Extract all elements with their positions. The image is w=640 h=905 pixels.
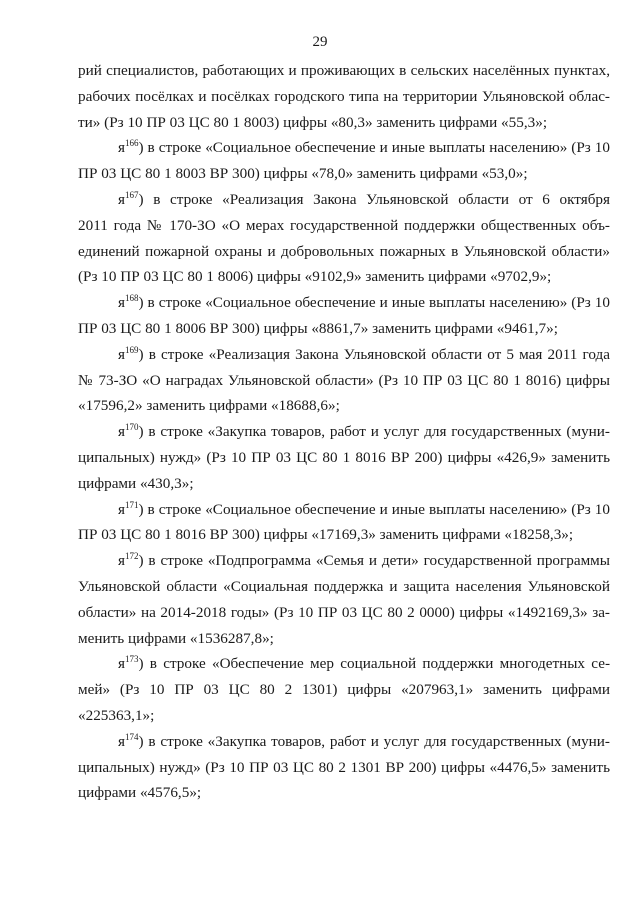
list-number-superscript: 173 [125,654,139,665]
line-text: менить цифрами «1536287,8»; [78,629,274,647]
line-text: цифрами «4576,5»; [78,784,202,802]
line-text: ) в строке «Закупка товаров, работ и услуг для государственных (муни- [138,732,610,750]
line-text: единений пожарной охраны и добровольных пожарных в Ульяновской области» [78,242,610,260]
line-text: Ульяновской области «Социальная поддержка и защита населения Ульяновской [78,577,610,595]
line-text: ПР 03 ЦС 80 1 8006 ВР 300) цифры «8861,7» заменить цифрами «9461,7»; [78,319,558,337]
line-text: ) в строке «Обеспечение мер социальной поддержки многодетных се- [138,655,610,673]
list-letter: я [118,552,125,570]
list-letter: я [118,294,125,312]
line-text: (Рз 10 ПР 03 ЦС 80 1 8006) цифры «9102,9» заменить цифрами «9702,9»; [78,268,552,286]
text-line [78,58,610,84]
line-text: ПР 03 ЦС 80 1 8016 ВР 300) цифры «17169,3» заменить цифрами «18258,3»; [78,526,574,544]
line-text: ) в строке «Реализация Закона Ульяновской области от 5 мая 2011 года [138,345,610,363]
list-number-superscript: 168 [125,293,139,304]
text-line [78,548,610,574]
line-text: ципальных) нужд» (Рз 10 ПР 03 ЦС 80 1 8016 ВР 200) цифры «426,9» заменить [78,448,610,466]
paragraph [78,135,610,187]
list-letter: я [118,500,125,518]
line-text: ципальных) нужд» (Рз 10 ПР 03 ЦС 80 2 1301 ВР 200) цифры «4476,5» заменить [78,758,610,776]
list-number-superscript: 167 [125,189,139,200]
text-line [78,419,610,445]
page-number: 29 [312,34,328,50]
list-letter: я [118,423,125,441]
list-letter: я [118,190,125,208]
paragraph [78,497,610,549]
text-line [78,84,610,110]
text-line [78,393,610,419]
text-line [78,135,610,161]
paragraph [78,290,610,342]
text-line [78,290,610,316]
body-text [78,58,610,806]
list-number-superscript: 171 [125,499,139,510]
list-number-superscript: 166 [125,138,139,149]
text-line [78,213,610,239]
text-line [78,677,610,703]
line-text: области» на 2014-2018 годы» (Рз 10 ПР 03 ЦС 80 2 0000) цифры «1492169,3» за- [78,603,610,621]
line-text: ПР 03 ЦС 80 1 8003 ВР 300) цифры «78,0» заменить цифрами «53,0»; [78,165,528,183]
text-line [78,497,610,523]
list-letter: я [118,732,125,750]
text-line [78,342,610,368]
text-line [78,651,610,677]
line-text: ) в строке «Социальное обеспечение и иные выплаты населению» (Рз 10 [138,294,610,312]
text-line [78,626,610,652]
text-line [78,187,610,213]
paragraph [78,729,610,806]
paragraph [78,651,610,728]
text-line [78,264,610,290]
text-line [78,703,610,729]
text-line [78,522,610,548]
text-line [78,574,610,600]
list-number-superscript: 169 [125,344,139,355]
text-line [78,729,610,755]
line-text: 2011 года № 170-ЗО «О мерах государственной поддержки общественных объ- [78,216,610,234]
list-letter: я [118,345,125,363]
line-text: мей» (Рз 10 ПР 03 ЦС 80 2 1301) цифры «207963,1» заменить цифрами [78,681,610,699]
paragraph [78,342,610,419]
text-line [78,445,610,471]
text-line [78,316,610,342]
line-text: ) в строке «Социальное обеспечение и иные выплаты населению» (Рз 10 [138,139,610,157]
line-text: «17596,2» заменить цифрами «18688,6»; [78,397,340,415]
text-line [78,110,610,136]
text-line [78,368,610,394]
text-line [78,161,610,187]
line-text: № 73-ЗО «О наградах Ульяновской области» (Рз 10 ПР 03 ЦС 80 1 8016) цифры [78,371,610,389]
line-text: ти» (Рз 10 ПР 03 ЦС 80 1 8003) цифры «80,3» заменить цифрами «55,3»; [78,113,548,131]
text-line [78,780,610,806]
paragraph [78,419,610,496]
line-text: рий специалистов, работающих и проживающих в сельских населённых пунктах, [78,62,610,79]
line-text: «225363,1»; [78,706,155,724]
list-letter: я [118,139,125,157]
paragraph [78,187,610,290]
list-number-superscript: 172 [125,551,139,562]
line-text: рабочих посёлках и посёлках городского типа на территории Ульяновской облас- [78,87,610,105]
list-number-superscript: 170 [125,422,139,433]
list-letter: я [118,655,125,673]
text-line [78,239,610,265]
line-text: цифрами «430,3»; [78,474,194,492]
text-line [78,600,610,626]
text-line [78,471,610,497]
text-line [78,755,610,781]
line-text: ) в строке «Подпрограмма «Семья и дети» государственной программы [138,552,610,570]
line-text: ) в строке «Социальное обеспечение и иные выплаты населению» (Рз 10 [138,500,610,518]
list-number-superscript: 174 [125,731,139,742]
line-text: ) в строке «Закупка товаров, работ и услуг для государственных (муни- [138,423,610,441]
paragraph [78,548,610,651]
paragraph [78,58,610,135]
line-text: ) в строке «Реализация Закона Ульяновской области от 6 октября [138,190,610,208]
